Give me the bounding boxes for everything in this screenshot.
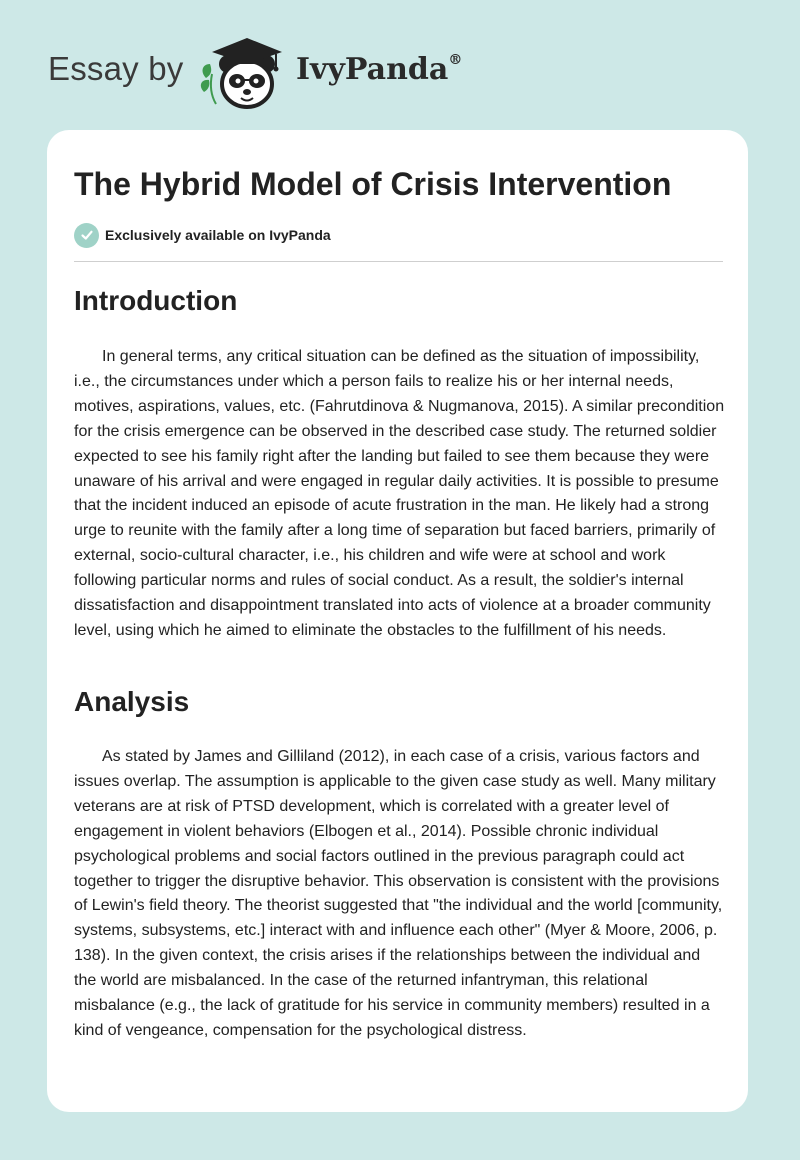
divider [74, 261, 723, 262]
section-heading-introduction: Introduction [74, 285, 238, 316]
exclusive-badge [74, 222, 331, 248]
section-text-analysis: As stated by James and Gilliland (2012), in each case of a crisis, various factors and issues overlap. The assumption is applicable to the given case study as well. Many military veterans are at risk of PTSD development, which is correlated with a greater level of engagement in violent behaviors (Elbogen et al., 2014). Possible chronic individual psychological problems and social factors outlined in the previous paragraph could act together to trigger the disruptive behavior. This observation is consistent with the provisions of Lewin's field theory. The theorist suggested that "the individual and the world [community, systems, subsystems, etc.] interact with and influence each other" (Myer & Moore, 2006, p. 138). In the given context, the crisis arises if the relationships between the individual and the world are misbalanced. In the case of the returned infantryman, this relational misbalance (e.g., the lack of gratitude for his service in community members) resulted in a kind of vengeance, compensation for the psychological distress. [74, 748, 723, 1039]
exclusive-badge-label: Exclusively available on IvyPanda [105, 227, 331, 243]
registered-mark: ® [448, 52, 463, 68]
section-text-introduction: In general terms, any critical situation can be defined as the situation of impossibility, i.e., the circumstances under which a person fails to realize his or her internal needs, motives, aspirations, values, etc. (Fahrutdinova & Nugmanova, 2015). A similar precondition for the crisis emergence can be observed in the described case study. The returned soldier expected to see his family right after the landing but failed to see them because they were unaware of his arrival and were engaged in regular daily activities. It is possible to presume that the incident induced an episode of acute frustration in the man. He likely had a strong urge to reunite with the family after a long time of separation but faced barriers, primarily of external, socio-cultural character, i.e., his children and wife were at school and work following particular norms and rules of social conduct. As a result, the soldier's internal dissatisfaction and disappointment translated into acts of violence at a broader community level, using which he aimed to eliminate the obstacles to the fulfillment of his needs. [74, 348, 725, 639]
panda-logo-icon[interactable] [198, 34, 293, 110]
brand-name[interactable] [296, 52, 462, 87]
brand-label: IvyPanda [296, 52, 449, 87]
checkmark-icon [74, 223, 99, 248]
site-header [0, 0, 800, 130]
page-title: The Hybrid Model of Crisis Intervention [74, 166, 672, 202]
essay-by-label: Essay by [48, 50, 184, 87]
essay-card [47, 130, 748, 1112]
section-heading-analysis: Analysis [74, 686, 190, 717]
